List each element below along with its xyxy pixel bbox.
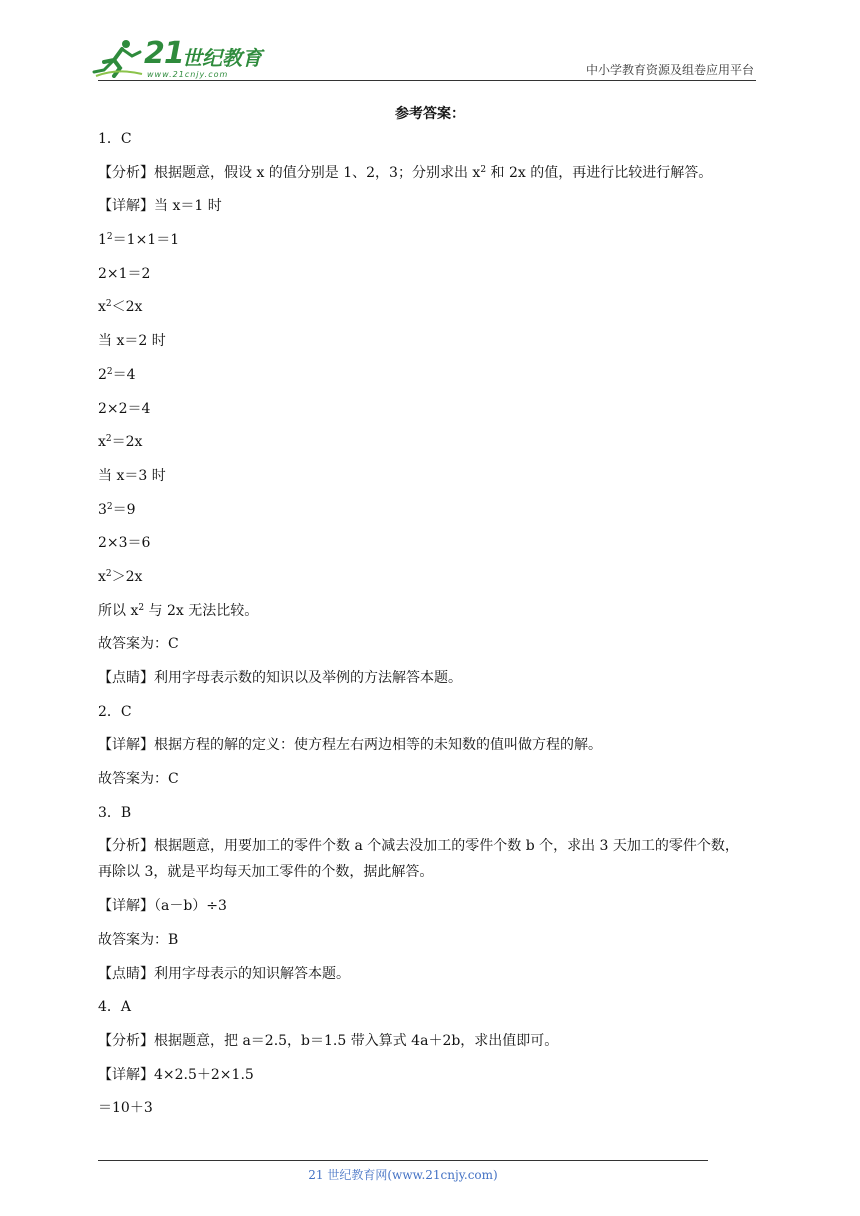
site-logo xyxy=(92,36,262,80)
answer-line: $3^2=9$ xyxy=(98,501,136,518)
answer-line: 【点睛】利用字母表示数的知识以及举例的方法解答本题。 xyxy=(98,670,462,686)
answer-line: 3．B xyxy=(98,804,132,821)
logo-text: 世纪教育 xyxy=(182,46,262,70)
answer-line: 【详解】根据方程的解的定义：使方程左右两边相等的未知数的值叫做方程的解。 xyxy=(98,737,602,754)
page-title: 参考答案： xyxy=(395,106,465,122)
logo-number: 21 xyxy=(144,36,184,71)
answer-line: 故答案为：C xyxy=(98,636,179,653)
answer-line: 4．A xyxy=(98,999,132,1016)
answer-line: $2^2=4$ xyxy=(98,366,136,383)
superscript-two: 2 xyxy=(105,568,112,579)
superscript-two: 2 xyxy=(480,164,487,175)
answer-line: 故答案为：B xyxy=(98,931,179,948)
superscript-two: 2 xyxy=(106,366,113,377)
runner-icon xyxy=(92,38,144,78)
answer-line: 2×3＝6 xyxy=(98,535,151,552)
footer-divider xyxy=(98,1160,708,1161)
superscript-two: 2 xyxy=(105,434,112,445)
answer-line: $x^2>2x$ xyxy=(98,568,143,585)
answer-line: 【详解】（a－b）÷3 xyxy=(98,898,227,915)
page-header xyxy=(0,0,860,90)
answer-line: 【分析】根据题意，假设 x 的值分别是 1、2，3；分别求出 $x^2$ 和 2x 的值，再进行比较进行解答。 xyxy=(98,164,713,181)
answer-line: 【详解】4×2.5＋2×1.5 xyxy=(98,1066,254,1083)
answer-line: 1．C xyxy=(98,131,132,147)
answer-line: 2×2＝4 xyxy=(98,400,151,417)
answer-line: 【点睛】利用字母表示的知识解答本题。 xyxy=(98,965,350,982)
superscript-two: 2 xyxy=(106,501,113,512)
footer-link[interactable]: 21 世纪教育网(www.21cnjy.com) xyxy=(308,1168,498,1182)
logo-url: www.21cnjy.com xyxy=(147,70,229,79)
answer-line: ＝10＋3 xyxy=(98,1100,153,1117)
answer-line: 【详解】当 x＝1 时 xyxy=(98,198,222,215)
superscript-two: 2 xyxy=(138,602,145,613)
answer-line: $x^2<2x$ xyxy=(98,299,143,316)
header-divider xyxy=(98,80,756,81)
answer-line: 【分析】根据题意，用要加工的零件个数 a 个减去没加工的零件个数 b 个，求出 3 天加工的零件个数， xyxy=(98,838,739,855)
answer-line: 所以 $x^2$ 与 2x 无法比较。 xyxy=(98,602,259,619)
answer-content xyxy=(98,128,768,1131)
answer-line: 当 x＝3 时 xyxy=(98,467,166,484)
answer-line: 2×1＝2 xyxy=(98,265,151,282)
superscript-two: 2 xyxy=(106,232,113,243)
answer-line: $x^2=2x$ xyxy=(98,434,143,451)
platform-name: 中小学教育资源及组卷应用平台 xyxy=(585,63,754,77)
superscript-two: 2 xyxy=(105,299,112,310)
answer-line: $1^2=1\times 1=1$ xyxy=(98,232,180,249)
answer-line: 再除以 3，就是平均每天加工零件的个数，据此解答。 xyxy=(98,864,434,881)
answer-line: 故答案为：C xyxy=(98,771,179,788)
answer-line: 【分析】根据题意，把 a＝2.5，b＝1.5 带入算式 4a＋2b，求出值即可。 xyxy=(98,1032,559,1049)
answer-line: 2．C xyxy=(98,703,132,720)
answer-line: 当 x＝2 时 xyxy=(98,333,166,350)
